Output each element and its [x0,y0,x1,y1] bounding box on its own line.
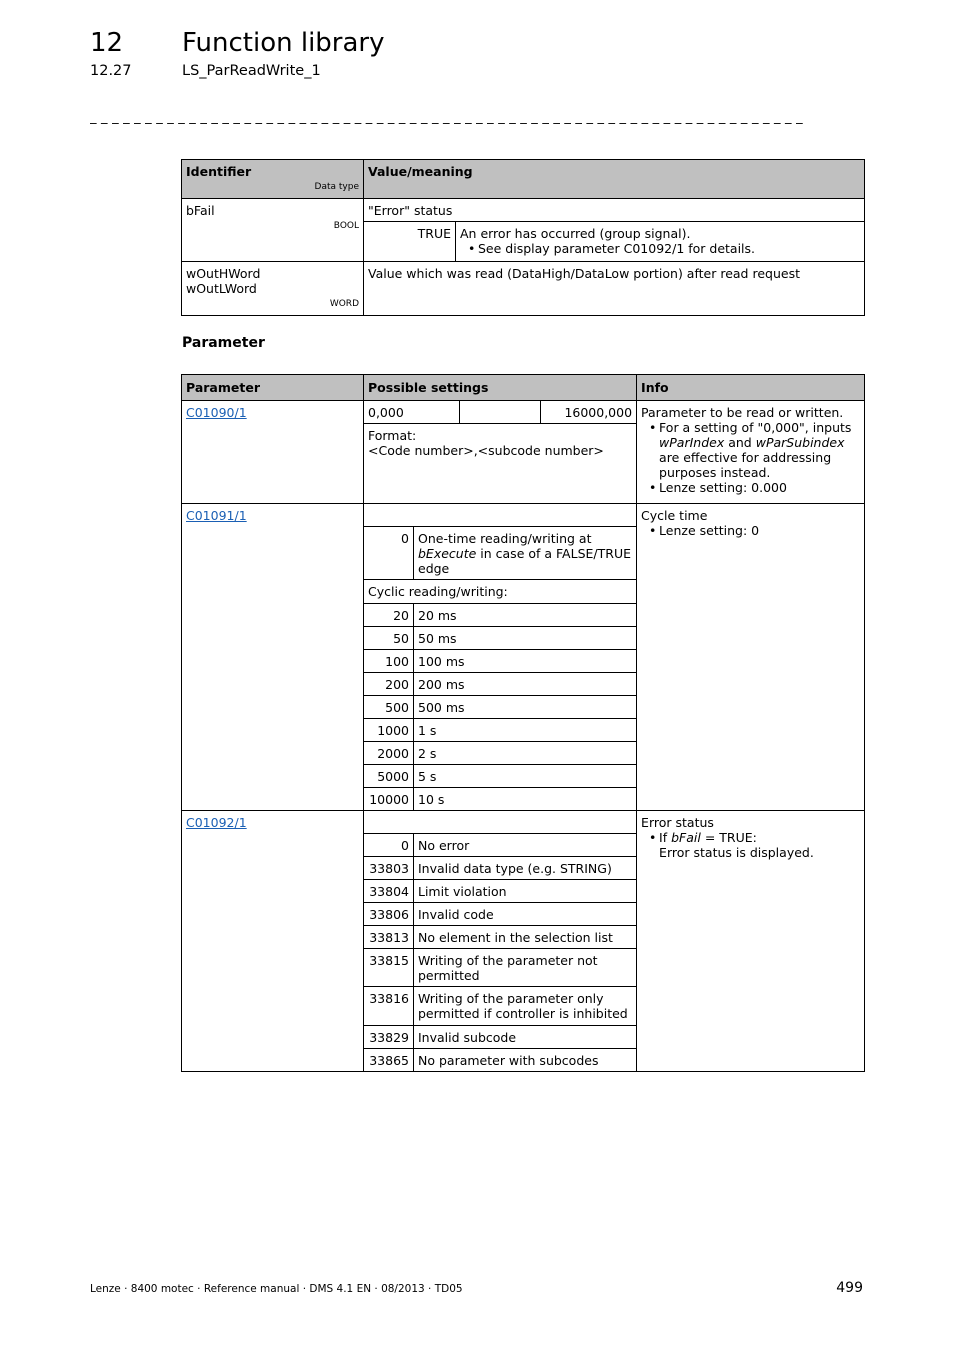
param-header-info: Info [637,375,865,401]
c01092-row-text: No error [414,834,637,857]
c01092-row-value: 33815 [364,949,414,987]
c01091-row-value: 10000 [364,788,414,811]
chapter-title: Function library [182,28,385,58]
c01092-row-value: 33865 [364,1049,414,1072]
c01091-row-value: 50 [364,627,414,650]
bfail-meaning: "Error" status [364,199,865,222]
footer-publication: Lenze · 8400 motec · Reference manual · DMS 4.1 EN · 08/2013 · TD05 [90,1283,463,1295]
c01092-row-value: 33829 [364,1026,414,1049]
c01092-row-text: Writing of the parameter only permitted if controller is inhibited [414,987,637,1026]
c01091-row-text: 10 s [414,788,637,811]
c01091-row-text: 100 ms [414,650,637,673]
c01091-row-value: 20 [364,604,414,627]
c01091-row-text: 20 ms [414,604,637,627]
c01092-code-cell [182,811,364,1072]
c01090-info: Parameter to be read or written. • For a setting of "0,000", inputs wParIndex and wParSubindex are effective for addressing purposes instead. • Lenze setting: 0.000 [637,401,865,504]
c01091-info-bullet: • Lenze setting: 0 [659,523,860,538]
c01092-row-text: Invalid subcode [414,1026,637,1049]
wout-meaning: Value which was read (DataHigh/DataLow portion) after read request [364,262,865,316]
c01090-max: 16000,000 [541,401,637,424]
c01092-info-bullet: • If bFail = TRUE: Error status is displayed. [659,830,860,860]
chapter-number: 12 [90,28,124,58]
c01092-row-value: 33803 [364,857,414,880]
c01091-row-text: 500 ms [414,696,637,719]
c01091-info: Cycle time • Lenze setting: 0 [637,504,865,811]
outputs-header-identifier: Identifier Data type [182,160,364,199]
bfail-identifier-cell [182,199,364,262]
c01090-code-cell [182,401,364,504]
c01091-row-value: 5000 [364,765,414,788]
c01090-link[interactable]: C01090/1 [186,405,247,420]
bfail-true-text: An error has occurred (group signal). • See display parameter C01092/1 for details. [456,222,865,262]
c01092-row-text: No parameter with subcodes [414,1049,637,1072]
c01092-row-text: Writing of the parameter not permitted [414,949,637,987]
c01091-row-text: 2 s [414,742,637,765]
c01091-link[interactable]: C01091/1 [186,508,247,523]
outputs-header-value: Value/meaning [364,160,865,199]
c01092-empty [364,811,637,834]
c01092-row-text: Limit violation [414,880,637,903]
c01091-row-text: 50 ms [414,627,637,650]
c01091-cyclic-label: Cyclic reading/writing: [364,580,637,604]
page-number: 499 [836,1280,863,1296]
c01092-info: Error status • If bFail = TRUE: Error status is displayed. [637,811,865,1072]
wout-name1: wOutHWord [186,266,261,281]
c01092-row-value: 33816 [364,987,414,1026]
section-title: LS_ParReadWrite_1 [182,63,321,79]
c01090-empty [460,401,541,424]
c01091-row-text: 200 ms [414,673,637,696]
c01091-row-text: 5 s [414,765,637,788]
c01090-info-bullet-1: • For a setting of "0,000", inputs wParIndex and wParSubindex are effective for addressing purposes instead. [659,420,860,480]
c01091-row-text: One-time reading/writing at bExecute in case of a FALSE/TRUE edge [414,527,637,580]
bfail-type: BOOL [333,221,359,231]
outputs-table [181,159,865,316]
parameter-heading: Parameter [182,335,265,351]
c01090-format: Format: <Code number>,<subcode number> [364,424,637,504]
c01092-row-value: 33813 [364,926,414,949]
c01092-row-value: 0 [364,834,414,857]
c01092-link[interactable]: C01092/1 [186,815,247,830]
c01092-row-text: Invalid data type (e.g. STRING) [414,857,637,880]
c01091-row-value: 2000 [364,742,414,765]
param-header-settings: Possible settings [364,375,637,401]
param-header-parameter: Parameter [182,375,364,401]
section-number: 12.27 [90,63,132,79]
c01091-row-value: 0 [364,527,414,580]
wout-identifier-cell [182,262,364,316]
wout-type: WORD [329,299,359,309]
c01090-info-bullet-2: • Lenze setting: 0.000 [659,480,860,495]
parameter-table [181,374,865,1072]
header-separator: _ _ _ _ _ _ _ _ _ _ _ _ _ _ _ _ _ _ _ _ _ _ _ _ _ _ _ _ _ _ _ _ _ _ _ _ _ _ _ _ _ _ _ _ _ _ _ _ _ _ _ _ _ _ _ _ _ _ _ _ _ _ _ _ _ [90,110,803,125]
bfail-true-bullet: • See display parameter C01092/1 for details. [478,241,860,256]
wout-name2: wOutLWord [186,281,257,296]
bfail-true-label: TRUE [364,222,456,262]
c01091-row-value: 200 [364,673,414,696]
c01091-row-text: 1 s [414,719,637,742]
bfail-name: bFail [186,203,215,218]
c01090-min: 0,000 [364,401,460,424]
c01091-code-cell [182,504,364,811]
c01091-row-value: 1000 [364,719,414,742]
c01092-row-value: 33806 [364,903,414,926]
c01092-row-text: Invalid code [414,903,637,926]
c01091-row-value: 500 [364,696,414,719]
c01092-row-text: No element in the selection list [414,926,637,949]
c01092-row-value: 33804 [364,880,414,903]
c01091-empty [364,504,637,527]
c01091-row-value: 100 [364,650,414,673]
